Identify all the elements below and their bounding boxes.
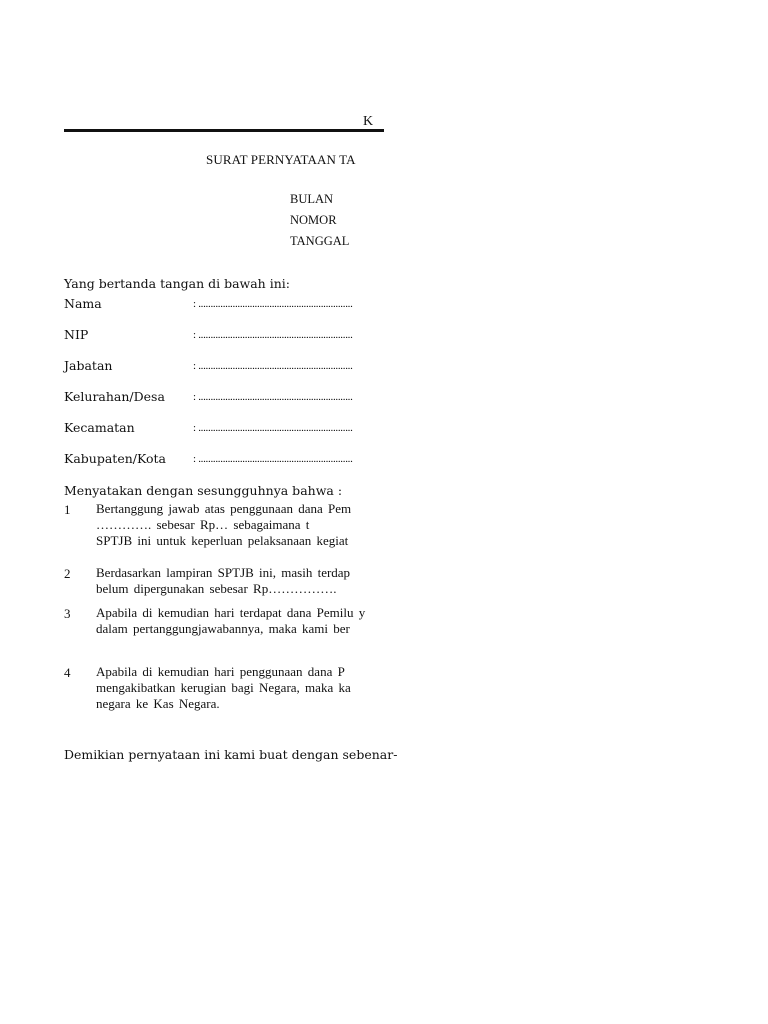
statement-intro: Menyatakan dengan sesungguhnya bahwa : [64,483,343,498]
item-number-1: 1 [64,502,71,517]
item-3-line-1: Apabila di kemudian hari terdapat dana Pemilu y [96,605,366,620]
field-value-kabupaten-kota: : ............................................................... [193,453,353,465]
field-label-nip: NIP [64,327,89,342]
item-1-line-2: …………. sebesar Rp… sebagaimana t [96,517,310,532]
meta-label-bulan: BULAN [290,192,334,206]
field-value-nama: : ............................................................... [193,298,353,310]
item-1-line-1: Bertanggung jawab atas penggunaan dana Pem [96,501,352,516]
closing-statement: Demikian pernyataan ini kami buat dengan sebenar- [64,747,398,762]
field-label-kecamatan: Kecamatan [64,420,135,435]
field-value-kecamatan: : ............................................................... [193,422,353,434]
field-label-kabupaten-kota: Kabupaten/Kota [64,451,166,466]
field-label-jabatan: Jabatan [64,358,113,373]
item-number-3: 3 [64,606,71,621]
header-heading-partial: K [363,114,374,129]
field-label-kelurahan-desa: Kelurahan/Desa [64,389,165,404]
item-4-line-1: Apabila di kemudian hari penggunaan dana P [96,664,345,679]
item-4-line-2: mengakibatkan kerugian bagi Negara, maka ka [96,680,351,695]
field-value-kelurahan-desa: : ............................................................... [193,391,353,403]
item-number-2: 2 [64,566,71,581]
item-number-4: 4 [64,665,71,680]
item-4-line-3: negara ke Kas Negara. [96,696,220,711]
intro-text: Yang bertanda tangan di bawah ini: [64,276,290,291]
meta-label-nomor: NOMOR [290,213,337,227]
item-2-line-1: Berdasarkan lampiran SPTJB ini, masih terdap [96,565,351,580]
item-3-line-2: dalam pertanggungjawabannya, maka kami ber [96,621,350,636]
field-value-nip: : ............................................................... [193,329,353,341]
item-1-line-3: SPTJB ini untuk keperluan pelaksanaan kegiat [96,533,349,548]
field-value-jabatan: : ............................................................... [193,360,353,372]
document-title: SURAT PERNYATAAN TA [206,152,356,167]
item-2-line-2: belum dipergunakan sebesar Rp……………. [96,581,337,596]
header-divider-line [64,129,384,132]
meta-label-tanggal: TANGGAL [290,234,350,248]
field-label-nama: Nama [64,296,102,311]
